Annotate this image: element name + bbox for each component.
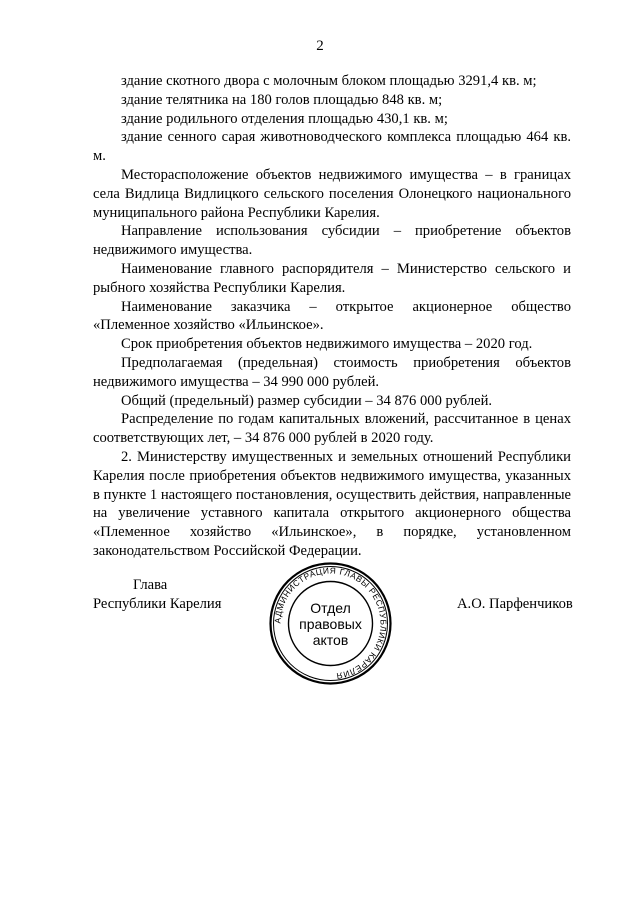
paragraph: здание телятника на 180 голов площадью 848 кв. м;	[121, 91, 443, 108]
document-body	[93, 72, 571, 561]
paragraph: Распределение по годам капитальных вложений, рассчитанное в ценах соответствующих лет, – 34 876 000 рублей в 2020 году.	[93, 411, 571, 447]
signatory-title-line2: Республики Карелия	[93, 595, 222, 612]
paragraph: Предполагаемая (предельная) стоимость приобретения объектов недвижимого имущества – 34 990 000 рублей.	[93, 354, 571, 390]
page-number: 2	[316, 38, 324, 54]
paragraph: Наименование главного распорядителя – Министерство сельского и рыбного хозяйства Республики Карелия.	[93, 260, 571, 296]
paragraph: здание родильного отделения площадью 430,1 кв. м;	[121, 110, 448, 127]
signatory-title	[93, 576, 221, 614]
paragraph: Направление использования субсидии – приобретение объектов недвижимого имущества.	[93, 223, 571, 259]
stamp-center-text	[268, 561, 393, 686]
paragraph: здание сенного сарая животноводческого комплекса площадью 464 кв. м.	[93, 129, 571, 165]
official-stamp	[268, 561, 393, 686]
stamp-line1: Отдел	[310, 599, 351, 616]
stamp-line3: актов	[312, 631, 349, 648]
stamp-line2: правовых	[299, 615, 362, 632]
signatory-title-line1: Глава	[133, 577, 168, 593]
paragraph: Месторасположение объектов недвижимого имущества – в границах села Видлица Видлицкого сельского поселения Олонецкого национального муниципального района Республики Карелия.	[93, 166, 571, 221]
paragraph: 2. Министерству имущественных и земельных отношений Республики Карелия после приобретения объектов недвижимого имущества, указанных в пункте 1 настоящего постановления, осуществить действия, направленные на увеличение уставного капитала открытого акционерного общества «Племенное хозяйство «Ильинское», в порядке, установленном законодательством Российской Федерации.	[93, 448, 571, 559]
paragraph: Срок приобретения объектов недвижимого имущества – 2020 год.	[121, 336, 533, 353]
paragraph: Общий (предельный) размер субсидии – 34 876 000 рублей.	[121, 392, 493, 409]
signatory-name: А.О. Парфенчиков	[457, 596, 573, 612]
stamp-ring-text: АДМИНИСТРАЦИЯ ГЛАВЫ РЕСПУБЛИКИ КАРЕЛИЯ	[272, 565, 389, 682]
paragraph: Наименование заказчика – открытое акционерное общество «Племенное хозяйство «Ильинское».	[93, 298, 571, 334]
paragraph: здание скотного двора с молочным блоком площадью 3291,4 кв. м;	[121, 73, 537, 89]
